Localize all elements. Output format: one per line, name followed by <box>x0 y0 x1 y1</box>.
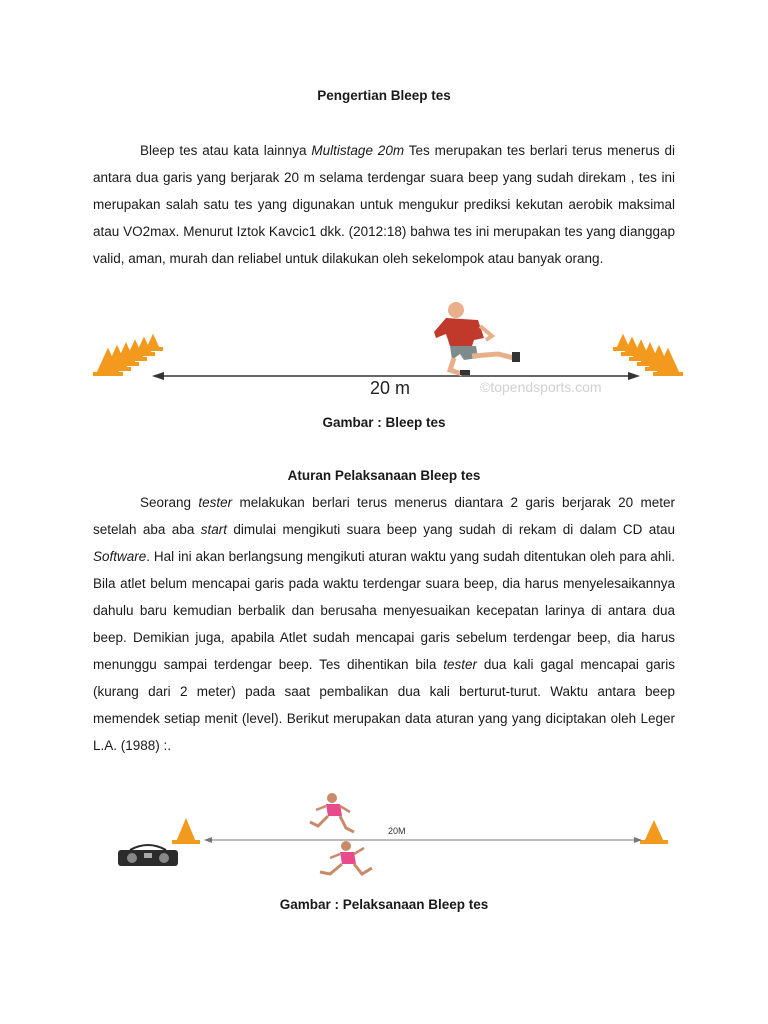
runner-top-icon <box>310 793 354 832</box>
arrow-head-left <box>152 372 164 380</box>
cone-left-base <box>172 840 200 844</box>
paragraph-pengertian-text <box>93 137 675 272</box>
italic-term: Software <box>93 549 147 564</box>
text-run: . Hal ini akan berlangsung mengikuti aturan waktu yang sudah ditentukan oleh para ahli. Bila atlet belum mencapai garis pada waktu terdengar suara beep, dia harus menyelesaikannya dahulu baru kemudian berbalik dan berusaha menyesuaikan kecepatan larinya di antara dua beep. Demikian juga, apabila Atlet sudah mencapai garis sebelum terdengar beep, dia harus menunggu sampai terdengar beep. Tes dihentikan bila <box>93 549 675 672</box>
text-run: melakukan berlari terus menerus diantara 2 garis berjarak 20 meter setelah aba aba <box>93 495 675 537</box>
runner-icon <box>434 302 520 375</box>
cones-left <box>93 334 163 376</box>
pelaksanaan-figure <box>110 788 680 884</box>
section-title-pengertian: Pengertian Bleep tes <box>317 88 451 103</box>
paragraph-pengertian <box>93 137 675 272</box>
text-run: Tes merupakan tes berlari terus menerus di antara dua garis yang berjarak 20 m selama terdengar suara beep yang sudah direkam , tes ini merupakan salah satu tes yang digunakan untuk mengukur prediksi kekutan aerobik maksimal atau VO2max. Menurut Iztok Kavcic1 dkk. (2012:18) bahwa tes ini merupakan tes yang dianggap valid, aman, murah dan reliabel untuk dilakukan oleh sekelompok atau banyak orang. <box>93 143 675 266</box>
distance-label: 20M <box>388 826 406 836</box>
caption-bleep-tes: Gambar : Bleep tes <box>322 415 446 430</box>
cone-right-base <box>640 840 668 844</box>
paragraph-aturan <box>93 489 675 759</box>
cone-right-icon <box>644 820 664 842</box>
section-title-aturan: Aturan Pelaksanaan Bleep tes <box>287 468 481 483</box>
caption-pelaksanaan: Gambar : Pelaksanaan Bleep tes <box>279 897 489 912</box>
italic-term: tester <box>443 657 478 672</box>
watermark: ©topendsports.com <box>480 379 602 395</box>
arrow-head-left <box>204 837 212 843</box>
cones-right <box>613 334 683 376</box>
cone-base <box>93 372 123 376</box>
arrow-head-right <box>628 372 640 380</box>
text-run: Bleep tes atau kata lainnya <box>140 143 312 158</box>
text-run: Seorang <box>140 495 199 510</box>
runner-bottom-icon <box>320 841 372 874</box>
boombox-icon <box>118 845 178 866</box>
italic-term: start <box>200 522 227 537</box>
distance-label: 20 m <box>370 378 411 398</box>
italic-term: Multistage 20m <box>311 143 405 158</box>
bleep-test-figure <box>88 298 688 402</box>
text-run: dimulai mengikuti suara beep yang sudah di rekam di dalam CD atau <box>226 522 675 537</box>
cone-base <box>653 372 683 376</box>
paragraph-aturan-text <box>93 489 675 759</box>
text-run: dua kali gagal mencapai garis (kurang dari 2 meter) pada saat pembalikan dua kali berturut-turut. Waktu antara beep memendek setiap menit (level). Berikut merupakan data aturan yang yang diciptakan oleh Leger L.A. (1988) :. <box>93 657 675 753</box>
cone-left-icon <box>176 818 196 842</box>
italic-term: tester <box>198 495 233 510</box>
